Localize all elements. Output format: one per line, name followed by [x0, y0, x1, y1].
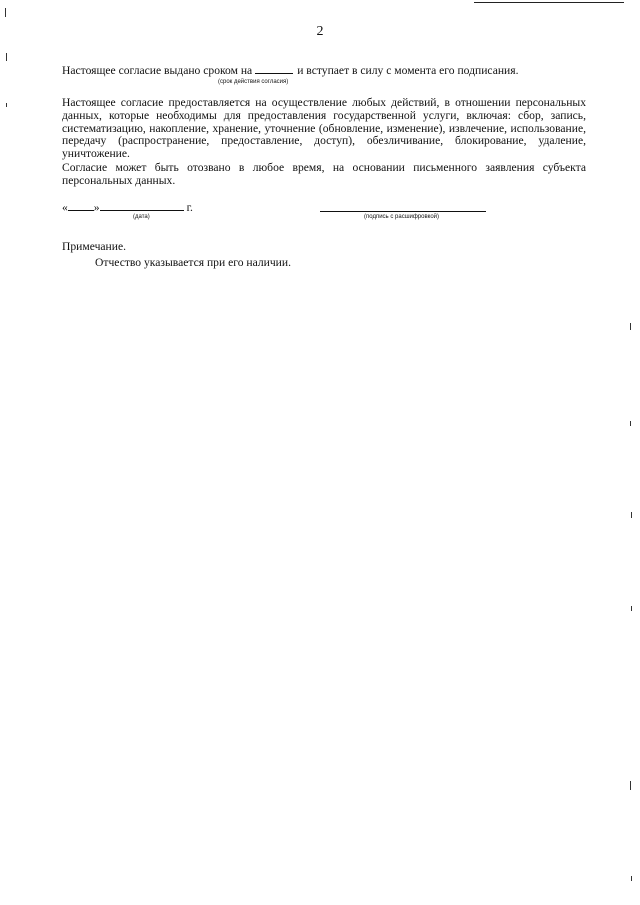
top-border-line [474, 2, 624, 3]
consent-term-text-end: и вступает в силу с момента его подписания. [297, 64, 519, 77]
scan-mark [6, 103, 7, 107]
scan-mark [631, 512, 632, 518]
note-text: Отчество указывается при его наличии. [95, 256, 291, 269]
year-suffix: г. [186, 201, 193, 214]
date-caption: (дата) [133, 214, 150, 220]
revocation-paragraph: Согласие может быть отозвано в любое время, на основании письменного заявления субъекта персональных данных. [62, 161, 586, 187]
scan-mark [6, 53, 7, 61]
page-number: 2 [316, 24, 324, 39]
scan-mark [631, 606, 632, 611]
scan-mark [630, 323, 631, 330]
date-field [62, 201, 193, 214]
note-title: Примечание. [62, 240, 126, 253]
term-caption: (срок действия согласия) [218, 79, 289, 85]
scan-mark [631, 876, 632, 881]
scan-mark [630, 781, 631, 790]
term-blank-field[interactable] [255, 64, 293, 74]
day-blank-field[interactable] [68, 201, 94, 211]
month-year-blank-field[interactable] [100, 201, 184, 211]
scan-mark [5, 8, 6, 17]
signature-line[interactable] [320, 211, 486, 212]
scan-mark [630, 421, 631, 426]
date-close-quote: » [93, 201, 100, 214]
consent-term-line [62, 64, 592, 77]
consent-term-text: Настоящее согласие выдано сроком на [62, 64, 253, 77]
consent-scope-paragraph: Настоящее согласие предоставляется на осуществление любых действий, в отношении персональных данных, которые необходимы для предоставления государственной услуги, включая: сбор, запись, систематизацию, накопление, хранение, уточнение (обновление, изменение), извлечение, использование, передачу (распространение, предоставление, доступ), обезличивание, блокирование, удаление, уничтожение. [62, 96, 586, 161]
date-open-quote: « [62, 201, 68, 214]
signature-caption: (подпись с расшифровкой) [364, 214, 440, 220]
